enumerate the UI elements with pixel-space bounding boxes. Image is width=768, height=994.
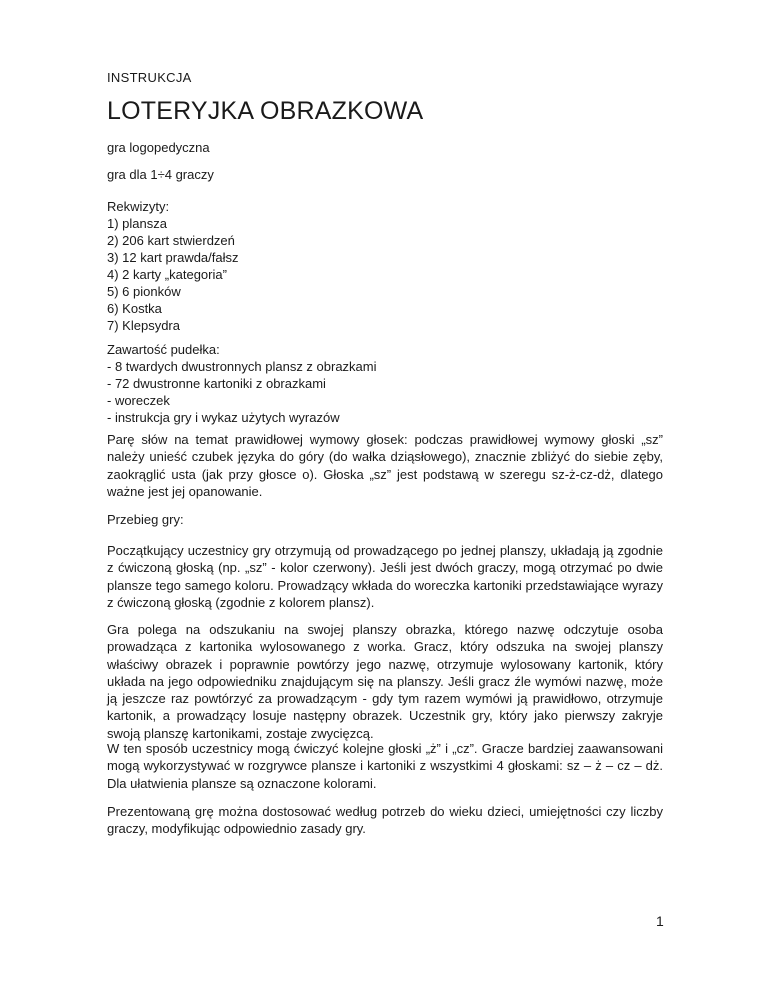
requisites-heading: Rekwizyty:: [107, 199, 170, 214]
requisite-item: 2) 206 kart stwierdzeń: [107, 233, 235, 248]
requisite-item: 7) Klepsydra: [107, 318, 180, 333]
contents-section: [107, 341, 663, 426]
gameplay-heading: Przebieg gry:: [107, 512, 184, 527]
page-number: 1: [656, 913, 664, 929]
contents-heading: Zawartość pudełka:: [107, 342, 220, 357]
contents-item: - 72 dwustronne kartoniki z obrazkami: [107, 376, 326, 391]
advanced-paragraph: W ten sposób uczestnicy mogą ćwiczyć kolejne głoski „ż” i „cz”. Gracze bardziej zaawansowani mogą wykorzystywać w rozgrywce plansze i kartoniki z wszystkimi 4 głoskami: sz – ż – cz – dż. Dla ułatwienia plansze są oznaczone kolorami.: [107, 741, 663, 791]
requisite-item: 5) 6 pionków: [107, 284, 181, 299]
subtitle: gra logopedyczna: [107, 140, 210, 155]
requisite-item: 4) 2 karty „kategoria”: [107, 267, 227, 282]
contents-item: - woreczek: [107, 393, 170, 408]
contents-item: - instrukcja gry i wykaz użytych wyrazów: [107, 410, 340, 425]
contents-item: - 8 twardych dwustronnych plansz z obrazkami: [107, 359, 377, 374]
requisites-section: [107, 198, 663, 334]
adaptation-paragraph: Prezentowaną grę można dostosować według potrzeb do wieku dzieci, umiejętności czy liczby graczy, modyfikując odpowiednio zasady gry.: [107, 804, 663, 837]
requisite-item: 6) Kostka: [107, 301, 162, 316]
requisite-item: 3) 12 kart prawda/fałsz: [107, 250, 239, 265]
players-info: gra dla 1÷4 graczy: [107, 167, 214, 182]
requisite-item: 1) plansza: [107, 216, 167, 231]
setup-paragraph: Początkujący uczestnicy gry otrzymują od prowadzącego po jednej planszy, układają ją zgodnie z ćwiczoną głoską (np. „sz” - kolor czerwony). Jeśli jest dwóch graczy, mogą otrzymać po dwie plansze tego samego koloru. Prowadzący wkłada do woreczka kartoniki przedstawiające wyrazy z ćwiczoną głoską (zgodnie z kolorem plansz).: [107, 543, 663, 610]
document-type-label: INSTRUKCJA: [107, 70, 192, 85]
document-title: LOTERYJKA OBRAZKOWA: [107, 97, 424, 125]
rules-paragraph: Gra polega na odszukaniu na swojej planszy obrazka, którego nazwę odczytuje osoba prowadząca z kartonika wylosowanego z worka. Gracz, który odszuka na swojej planszy właściwy obrazek i poprawnie powtórzy jego nazwę, otrzymuje wylosowany kartonik, który układa na jego odpowiedniku znajdującym się na planszy. Jeśli gracz źle wymówi nazwę, może ją jeszcze raz powtórzyć za prowadzącym - gdy tym razem wymówi ją prawidłowo, otrzymuje kartonik, a prowadzący losuje następny obrazek. Uczestnik gry, który jako pierwszy zakryje swoją planszę kartonikami, zostaje zwycięzcą.: [107, 622, 663, 741]
pronunciation-paragraph: Parę słów na temat prawidłowej wymowy głosek: podczas prawidłowej wymowy głoski „sz” należy unieść czubek języka do góry (do wałka dziąsłowego), znacznie zbliżyć do siebie zęby, zaokrąglić usta (jak przy głosce o). Głoska „sz” jest podstawą w szeregu sz-ż-cz-dż, dlatego ważne jest jej opanowanie.: [107, 432, 663, 499]
